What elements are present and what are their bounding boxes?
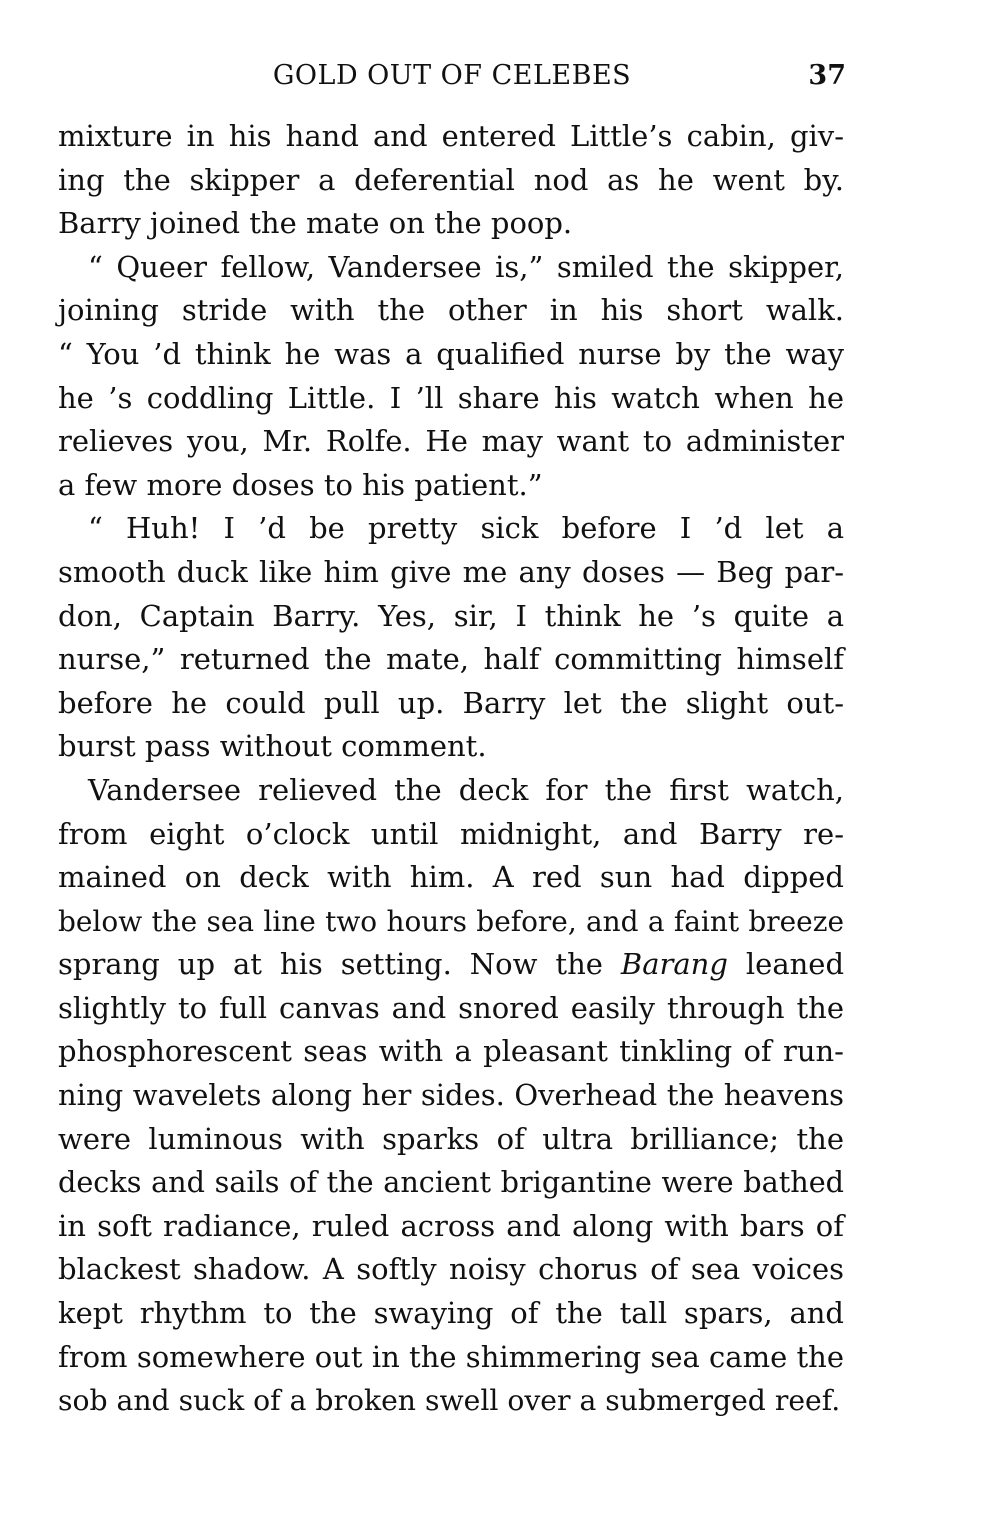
text-line: he ’s coddling Little. I ’ll share his watch when he [58, 380, 844, 415]
text-line: “ Huh! I ’d be pretty sick before I ’d let a [88, 511, 844, 546]
text-line-with-italic [58, 943, 844, 987]
running-head [58, 56, 846, 96]
text-line: Vandersee relieved the deck for the first watch, [88, 772, 844, 807]
text-line: relieves you, Mr. Rolfe. He may want to administer [58, 424, 844, 459]
text-line: burst pass without comment. [58, 729, 487, 764]
running-title: GOLD OUT OF CELEBES [272, 60, 632, 91]
page-number: 37 [808, 60, 846, 91]
text-line: a few more doses to his patient.” [58, 467, 543, 502]
text-line: sob and suck of a broken swell over a submerged reef. [58, 1384, 841, 1418]
text-line: phosphorescent seas with a pleasant tinkling of run- [58, 1034, 844, 1069]
text-line: decks and sails of the ancient brigantine were bathed [58, 1165, 844, 1200]
text-line: ning wavelets along her sides. Overhead the heavens [58, 1078, 844, 1113]
text-line: “ You ’d think he was a qualified nurse by the way [58, 336, 844, 371]
text-line: ing the skipper a deferential nod as he went by. [58, 162, 844, 197]
text-line: in soft radiance, ruled across and along with bars of [58, 1208, 844, 1243]
text-line: blackest shadow. A softly noisy chorus of sea voices [58, 1252, 844, 1287]
text-line: mained on deck with him. A red sun had dipped [58, 860, 844, 895]
text-line: from eight o’clock until midnight, and Barry re- [58, 816, 844, 851]
text-line: below the sea line two hours before, and a faint breeze [58, 904, 844, 938]
text-line: were luminous with sparks of ultra brilliance; the [58, 1121, 844, 1156]
text-line: from somewhere out in the shimmering sea came the [58, 1339, 844, 1374]
text-line: joining stride with the other in his short walk. [58, 293, 844, 328]
ship-name: Barang [620, 947, 728, 982]
text-line: mixture in his hand and entered Little’s cabin, giv- [58, 119, 844, 153]
text-segment: leaned [745, 947, 845, 982]
text-line: nurse,” returned the mate, half committing himself [58, 642, 844, 677]
text-segment: sprang up at his setting. Now the [58, 947, 603, 982]
text-line: smooth duck like him give me any doses — Beg par- [58, 554, 844, 589]
text-line: before he could pull up. Barry let the slight out- [58, 685, 844, 720]
text-line: “ Queer fellow, Vandersee is,” smiled the skipper, [88, 249, 844, 284]
text-line: kept rhythm to the swaying of the tall spars, and [58, 1296, 844, 1331]
text-line: slightly to full canvas and snored easily through the [58, 990, 844, 1025]
text-line: don, Captain Barry. Yes, sir, I think he ’s quite a [58, 598, 844, 633]
text-line: Barry joined the mate on the poop. [58, 206, 573, 241]
body-text [58, 115, 844, 1423]
